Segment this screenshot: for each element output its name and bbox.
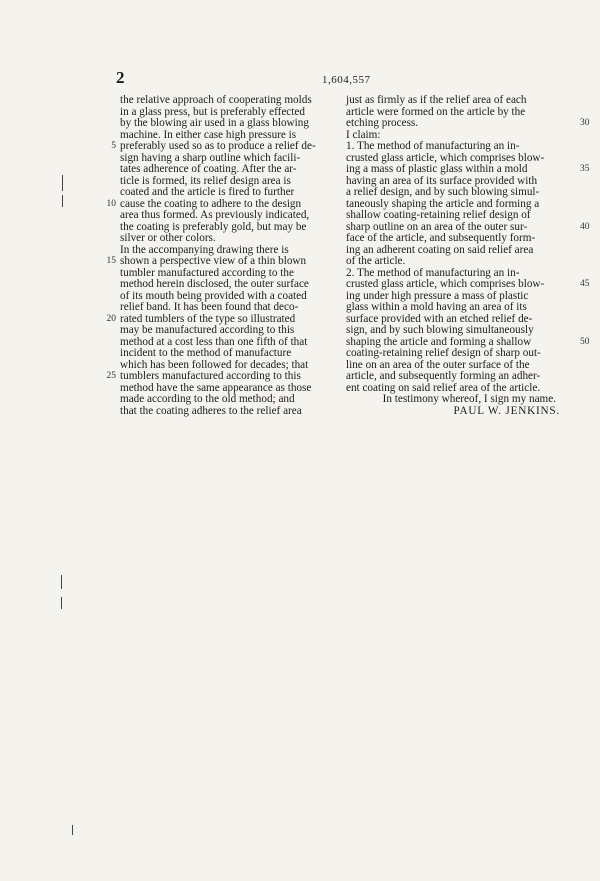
line-text: sign having a sharp outline which facili- [120,151,301,164]
line-text: crusted glass article, which comprises blow- [346,278,545,290]
patent-number: 1,604,557 [322,74,371,86]
line-text: having an area of its surface provided with [346,174,538,187]
line-number: 15 [106,256,116,266]
line-text: In the accompanying drawing there is [120,243,289,256]
line-text: cause the coating to adhere to the design [120,197,302,210]
text-line [120,406,342,418]
line-text: in a glass press, but is preferably effected [120,105,305,118]
line-text: the relative approach of cooperating molds [120,94,312,106]
line-text: may be manufactured according to this [120,324,295,336]
line-text: ing an adherent coating on said relief area [346,243,534,256]
line-number: 45 [580,279,590,289]
line-number: 20 [106,313,116,324]
line-text: line on an area of the outer surface of the [346,358,530,371]
line-text: relief band. It has been found that deco- [120,301,299,313]
line-text: ing under high pressure a mass of plastic [346,289,529,302]
line-text: article were formed on the article by the [346,105,526,118]
line-text: sharp outline on an area of the outer sur- [346,220,528,233]
line-text: glass within a mold having an area of its [346,301,527,313]
line-text: tumbler manufactured according to the [120,266,294,279]
line-text: shaping the article and forming a shallow [346,335,532,348]
line-number: 30 [580,118,590,128]
line-text: that the coating adheres to the relief area [120,404,302,417]
line-text: silver or other colors. [120,232,216,244]
margin-mark [72,825,73,835]
line-text: coating-retaining relief design of sharp out- [346,347,541,359]
line-number: 10 [106,198,116,209]
margin-mark [62,175,63,191]
line-text: incident to the method of manufacture [120,347,292,359]
line-text: 1. The method of manufacturing an in- [346,140,520,152]
line-text: method have the same appearance as those [120,381,312,394]
line-text: a relief design, and by such blowing simul- [346,186,540,198]
line-text: of its mouth being provided with a coated [120,289,307,302]
page-number: 2 [116,68,125,87]
line-text: etching process. [346,117,419,129]
line-number: 50 [580,336,590,347]
right-text-column [346,94,590,417]
line-text: face of the article, and subsequently form- [346,232,536,244]
margin-mark [62,195,63,207]
line-number: 5 [111,141,116,151]
line-text: coated and the article is fired to further [120,186,295,198]
line-text: shallow coating-retaining relief design of [346,209,531,221]
line-number: 25 [106,371,116,381]
line-text: which has been followed for decades; that [120,358,309,371]
line-text: machine. In either case high pressure is [120,128,297,141]
line-text: preferably used so as to produce a relief de- [120,140,316,152]
line-text: rated tumblers of the type so illustrated [120,312,296,325]
line-number: 40 [580,221,590,232]
line-text: I claim: [346,128,381,141]
line-text: sign, and by such blowing simultaneously [346,324,534,336]
line-text: the coating is preferably gold, but may be [120,220,307,233]
line-text: crusted glass article, which comprises blow- [346,151,545,164]
line-text: ing a mass of plastic glass within a mold [346,163,528,175]
line-text: just as firmly as if the relief area of each [346,94,527,106]
line-text: of the article. [346,255,406,267]
testimony-line: In testimony whereof, I sign my name. [382,393,556,405]
line-text: method herein disclosed, the outer surface [120,278,309,290]
line-text: area thus formed. As previously indicated, [120,209,310,221]
margin-mark [61,597,62,609]
line-text: tumblers manufactured according to this [120,370,301,382]
left-text-column [106,94,342,417]
margin-mark [61,575,62,589]
line-text: method at a cost less than one fifth of that [120,335,308,348]
line-text: made according to the old method; and [120,393,295,405]
line-text: surface provided with an etched relief de- [346,312,533,325]
line-number: 35 [580,164,590,174]
line-text: tates adherence of coating. After the ar- [120,163,297,175]
line-text: article, and subsequently forming an adher- [346,370,541,382]
line-text: 2. The method of manufacturing an in- [346,266,520,279]
line-text: by the blowing air used in a glass blowing [120,117,309,129]
line-text: ent coating on said relief area of the article. [346,381,541,394]
line-text: shown a perspective view of a thin blown [120,255,307,267]
line-text: taneously shaping the article and forming a [346,197,540,210]
line-text: ticle is formed, its relief design area is [120,174,291,187]
signature-name: PAUL W. JENKINS. [453,404,560,417]
